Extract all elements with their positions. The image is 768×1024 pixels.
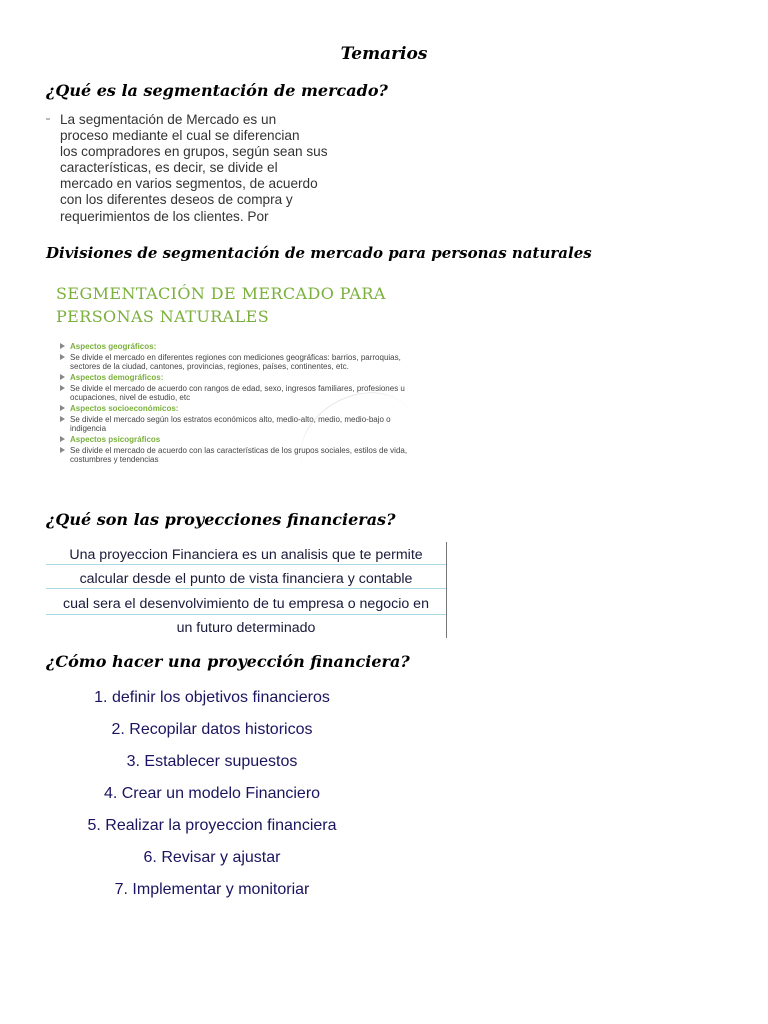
arrow-right-icon (60, 447, 65, 453)
segmentation-slide (48, 276, 408, 496)
arrow-right-icon (60, 436, 65, 442)
description-text: Se divide el mercado de acuerdo con las características de los grupos sociales, estilos de vida, costumbres y tendencias (70, 446, 408, 464)
projection-line: calcular desde el punto de vista financiera y contable (79, 571, 413, 587)
projection-note (46, 542, 446, 638)
aspect-label: Aspectos geográficos: (70, 342, 157, 351)
description-text: Se divide el mercado de acuerdo con rangos de edad, sexo, ingresos familiares, profesiones u ocupaciones, nivel de estudio, etc (70, 384, 405, 402)
description-text: Se divide el mercado en diferentes regiones con mediciones geográficas: barrios, parroquias, sectores de la ciudad, cantones, provincias, regiones, países, continentes, etc. (70, 353, 401, 371)
aspect-item (60, 342, 408, 351)
arrow-right-icon (60, 416, 65, 422)
heading-como-hacer: ¿Cómo hacer una proyección financiera? (46, 652, 410, 671)
definition-line: requerimientos de los clientes. Por (60, 208, 269, 224)
heading-segmentacion: ¿Qué es la segmentación de mercado? (46, 81, 388, 100)
bullet-mark (46, 118, 50, 120)
definition-text (60, 112, 350, 225)
heading-divisiones: Divisiones de segmentación de mercado para personas naturales (46, 244, 592, 262)
description-text: Se divide el mercado según los estratos económicos alto, medio-alto, medio, medio-bajo o indigencia (70, 415, 391, 433)
arrow-right-icon (60, 343, 65, 349)
aspect-label: Aspectos socioeconómicos: (70, 404, 179, 413)
ruled-line (46, 588, 446, 589)
aspect-description (60, 353, 408, 371)
projection-line: Una proyeccion Financiera es un analisis que te permite (69, 547, 423, 563)
step-item: 3. Establecer supuestos (126, 753, 298, 770)
projection-line: un futuro determinado (176, 620, 316, 636)
slide-title-line: SEGMENTACIÓN DE MERCADO PARA (56, 284, 386, 303)
definition-line: proceso mediante el cual se diferencian (60, 128, 300, 144)
margin-line (446, 542, 447, 638)
arrow-right-icon (60, 405, 65, 411)
step-item: 1. definir los objetivos financieros (94, 689, 330, 706)
page-title: Temarios (340, 44, 428, 64)
heading-proyecciones: ¿Qué son las proyecciones financieras? (46, 510, 396, 529)
slide-title (56, 282, 408, 328)
slide-title-line: PERSONAS NATURALES (56, 307, 270, 326)
projection-line: cual sera el desenvolvimiento de tu empresa o negocio en (63, 596, 429, 612)
aspect-item (60, 373, 408, 382)
aspect-label: Aspectos demográficos: (70, 373, 164, 382)
ruled-line (46, 614, 446, 615)
definition-line: La segmentación de Mercado es un (60, 112, 277, 127)
arrow-right-icon (60, 374, 65, 380)
ruled-line (46, 564, 446, 565)
definition-line: los compradores en grupos, según sean sus (60, 144, 328, 160)
definition-line: características, es decir, se divide el (60, 160, 278, 176)
step-item: 6. Revisar y ajustar (143, 849, 281, 866)
definition-image (46, 112, 346, 232)
definition-line: mercado en varios segmentos, de acuerdo (60, 176, 318, 192)
step-item: 7. Implementar y monitoriar (114, 881, 310, 898)
step-item: 2. Recopilar datos historicos (111, 721, 313, 738)
step-item: 5. Realizar la proyeccion financiera (87, 817, 337, 834)
definition-line: con los diferentes deseos de compra y (60, 192, 293, 208)
aspect-label: Aspectos psicográficos (70, 435, 161, 444)
arrow-right-icon (60, 354, 65, 360)
steps-list (0, 686, 424, 916)
arrow-right-icon (60, 385, 65, 391)
step-item: 4. Crear un modelo Financiero (103, 785, 321, 802)
